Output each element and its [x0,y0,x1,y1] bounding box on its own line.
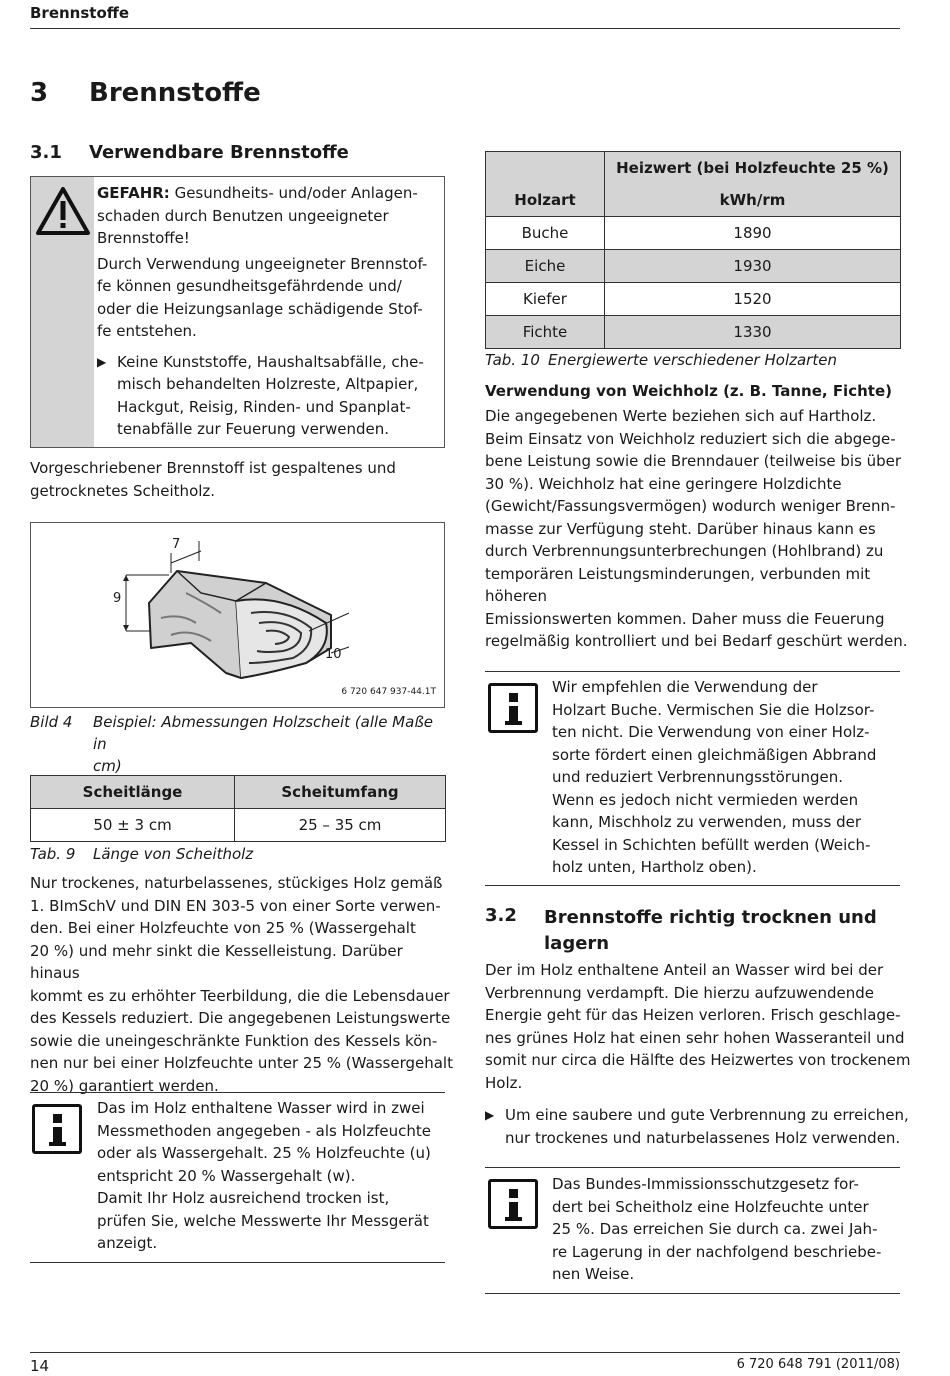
softwood-line: masse zur Verfügung steht. Darüber hinaus kann es [485,519,876,538]
note1-line: prüfen Sie, welche Messwerte Ihr Messgerät [97,1211,429,1230]
table-cell: Kiefer [486,283,605,316]
section2-line: Energie geht für das Heizen verloren. Frisch geschlage- [485,1006,901,1024]
note2-bottom-rule [485,885,900,886]
note3-line: re Lagerung in der nachfolgend beschriebe- [552,1242,882,1261]
body-line: 1. BImSchV und DIN EN 303-5 von einer Sorte verwen- [30,896,441,915]
note2-top-rule [485,671,900,672]
figure-frame [30,522,445,708]
table9-caption-text: Länge von Scheitholz [93,845,254,863]
section2-bullet-line: Um eine saubere und gute Verbrennung zu erreichen, [505,1106,909,1124]
table9-caption [30,843,253,865]
chapter-title: Brennstoffe [89,78,261,108]
warning-line: Brennstoffe! [97,229,190,247]
note2-line: Kessel in Schichten befüllt werden (Weich- [552,835,871,854]
table-cell: 1930 [605,250,901,283]
section2-line: Der im Holz enthaltene Anteil an Wasser wird bei der [485,961,884,979]
note1-bottom-rule [30,1262,445,1263]
section-title: Verwendbare Brennstoffe [89,142,349,163]
body-line: des Kessels reduziert. Die angegebenen Leistungswerte [30,1009,451,1027]
bullet-arrow-icon: ▶ [97,354,107,369]
softwood-line: höheren [485,587,547,605]
table-cell: 1520 [605,283,901,316]
table-header-cell: kWh/rm [605,184,901,217]
section2-title-line: Brennstoffe richtig trocknen und [544,907,877,928]
note2-line: ten nicht. Die Verwendung von einer Holz- [552,723,870,741]
note3-top-rule [485,1167,900,1168]
note1-line: Damit Ihr Holz ausreichend trocken ist, [97,1189,390,1207]
section2-bullet-line: nur trockenes und naturbelassenes Holz verwenden. [505,1128,901,1147]
table-cell: Eiche [486,250,605,283]
table9-caption-label: Tab. 9 [30,845,76,863]
chapter-number: 3 [30,78,49,108]
table-header-cell: Scheitlänge [31,776,235,809]
intro-line: getrocknetes Scheitholz. [30,481,216,500]
figure-caption [30,711,450,777]
note3-line: Das Bundes-Immissionsschutzgesetz for- [552,1175,859,1193]
info-icon [32,1104,82,1154]
table-cell: 25 – 35 cm [235,809,446,842]
body-line: sowie die uneingeschränkte Funktion des Kessels kön- [30,1031,438,1050]
info-icon [488,1179,538,1229]
section2-title-line: lagern [544,933,610,954]
warning-bullet-line: misch behandelten Holzreste, Altpapier, [117,375,419,393]
section2-line: nes grünes Holz hat einen sehr hohen Wasseranteil und [485,1028,905,1047]
dimension-label-7: 7 [172,537,181,552]
section2-line: Verbrennung verdampft. Die hierzu aufzuwendende [485,983,874,1002]
softwood-line: temporären Leistungsminderungen, verbunden mit [485,564,871,583]
intro-line: Vorgeschriebener Brennstoff ist gespaltenes und [30,459,396,477]
softwood-line: (Gewicht/Fassungsvermögen) wodurch weniger Brenn- [485,497,896,515]
warning-label: GEFAHR: [97,184,170,202]
body-line: den. Bei einer Holzfeuchte von 25 % (Wassergehalt [30,919,416,937]
table10-caption [485,349,837,371]
heating-value-table [485,151,901,349]
holzart-header: Holzart [514,191,576,209]
warning-line: schaden durch Benutzen ungeeigneter [97,206,389,225]
body-line: Nur trockenes, naturbelassenes, stückiges Holz gemäß [30,874,443,892]
note2-line: holz unten, Hartholz oben). [552,858,757,876]
footer-rule [30,1352,900,1353]
note1-line: Das im Holz enthaltene Wasser wird in zwei [97,1099,425,1117]
document-number: 6 720 648 791 (2011/08) [736,1357,900,1372]
softwood-line: Die angegebenen Werte beziehen sich auf Hartholz. [485,407,877,425]
body-line: 20 %) garantiert werden. [30,1076,219,1095]
softwood-line: Emissionswerten kommen. Daher muss die Feuerung [485,609,885,628]
note1-top-rule [30,1092,445,1093]
table-cell: Fichte [486,316,605,349]
note1-line: anzeigt. [97,1234,158,1252]
table-cell: 1890 [605,217,901,250]
running-header: Brennstoffe [30,4,130,22]
note1-line: oder als Wassergehalt. 25 % Holzfeuchte (u) [97,1144,431,1162]
warning-line: Durch Verwendung ungeeigneter Brennstof- [97,254,428,273]
warning-heading-rest: Gesundheits- und/oder Anlagen- [169,184,418,202]
section2-line: Holz. [485,1073,523,1092]
warning-bullet-line: Keine Kunststoffe, Haushaltsabfälle, che- [117,352,424,371]
table-header-cell [486,152,605,217]
note3-bottom-rule [485,1293,900,1294]
log-illustration [31,523,444,707]
softwood-line: regelmäßig kontrolliert und bei Bedarf geschürt werden. [485,632,908,650]
table-header-cell: Heizwert (bei Holzfeuchte 25 %) [605,152,901,184]
figure-code: 6 720 647 937-44.1T [341,687,436,697]
warning-heading-line [97,182,442,205]
warning-line: fe können gesundheitsgefährdende und/ [97,277,402,295]
warning-triangle-icon [35,185,91,237]
warning-bullet-line: Hackgut, Reisig, Rinden- und Spanplat- [117,397,411,416]
dimension-label-10: 10 [325,647,342,662]
softwood-line: 30 %). Weichholz hat eine geringere Holzdichte [485,474,842,493]
page-number: 14 [30,1357,50,1375]
table10-caption-label: Tab. 10 [485,351,540,369]
softwood-line: durch Verbrennungsunterbrechungen (Hohlbrand) zu [485,542,884,560]
warning-line: oder die Heizungsanlage schädigende Stof- [97,299,423,318]
body-line: 20 %) und mehr sinkt die Kesselleistung. Darüber hinaus [30,941,403,982]
note1-line: Messmethoden angegeben - als Holzfeuchte [97,1121,431,1140]
figure-caption-label: Bild 4 [30,713,73,731]
warning-bullet-line: tenabfälle zur Feuerung verwenden. [117,420,389,438]
dimension-label-9: 9 [113,591,122,606]
bullet-arrow-icon: ▶ [485,1108,495,1122]
note1-line: entspricht 20 % Wassergehalt (w). [97,1166,356,1185]
section-number: 3.1 [30,142,62,163]
table-cell: 50 ± 3 cm [31,809,235,842]
table-header-cell: Scheitumfang [235,776,446,809]
header-rule [30,28,900,29]
warning-line: fe entstehen. [97,322,197,340]
softwood-heading: Verwendung von Weichholz (z. B. Tanne, Fichte) [485,382,892,400]
note3-line: 25 %. Das erreichen Sie durch ca. zwei Jah- [552,1220,878,1238]
info-icon [488,683,538,733]
figure-caption-line: cm) [93,757,122,775]
table10-caption-text: Energiewerte verschiedener Holzarten [548,351,837,369]
softwood-line: Beim Einsatz von Weichholz reduziert sich die abgege- [485,429,896,448]
figure-caption-line: Beispiel: Abmessungen Holzscheit (alle Maße in [93,713,433,753]
note2-line: sorte fördert einen gleichmäßigen Abbrand [552,745,877,764]
section2-number: 3.2 [485,905,517,926]
note2-line: Wir empfehlen die Verwendung der [552,678,818,696]
body-line: kommt es zu erhöhter Teerbildung, die die Lebensdauer [30,986,450,1005]
body-line: nen nur bei einer Holzfeuchte unter 25 % (Wassergehalt [30,1054,453,1072]
note2-line: kann, Mischholz zu verwenden, muss der [552,813,861,831]
note2-line: Holzart Buche. Vermischen Sie die Holzsor- [552,700,875,719]
note2-line: Wenn es jedoch nicht vermieden werden [552,790,859,809]
table-cell: Buche [486,217,605,250]
softwood-line: bene Leistung sowie die Brenndauer (teilweise bis über [485,452,902,470]
note3-line: dert bei Scheitholz eine Holzfeuchte unter [552,1197,869,1216]
note2-line: und reduziert Verbrennungsstörungen. [552,768,844,786]
warning-box [30,176,445,448]
table-cell: 1330 [605,316,901,349]
log-length-table [30,775,446,842]
section2-line: somit nur circa die Hälfte des Heizwertes von trockenem [485,1051,911,1069]
note3-line: nen Weise. [552,1265,635,1283]
